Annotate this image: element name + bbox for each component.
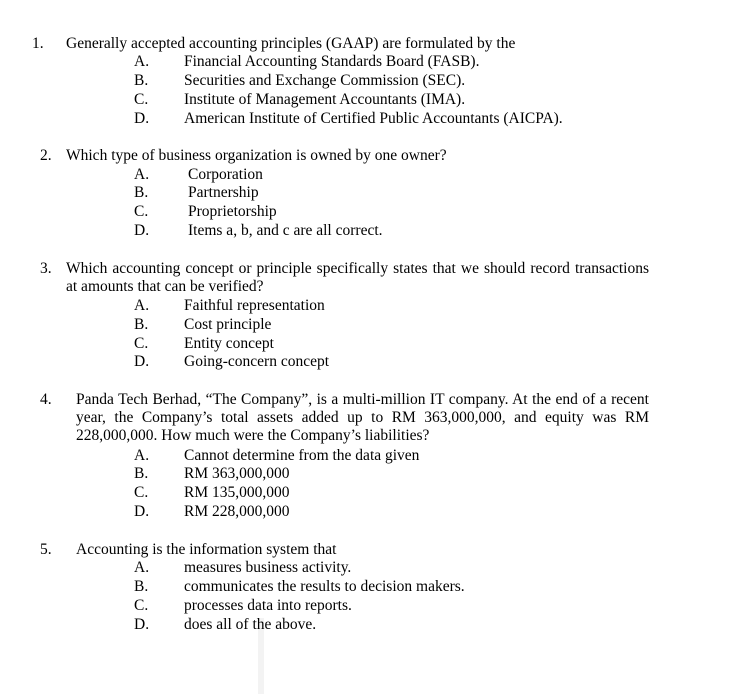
option-letter: D. bbox=[134, 353, 150, 370]
option-text: Securities and Exchange Commission (SEC). bbox=[184, 72, 466, 89]
option-letter: B. bbox=[134, 316, 149, 333]
option-text: Entity concept bbox=[184, 335, 274, 352]
option-letter: A. bbox=[134, 166, 150, 183]
option-letter: B. bbox=[134, 578, 149, 595]
option-text: Going-concern concept bbox=[184, 353, 330, 370]
option-letter: A. bbox=[134, 53, 150, 70]
question-text: Accounting is the information system that bbox=[76, 541, 337, 558]
option-text: does all of the above. bbox=[184, 616, 317, 633]
option-text: measures business activity. bbox=[184, 559, 352, 576]
option-letter: A. bbox=[134, 297, 150, 314]
option-letter: D. bbox=[134, 110, 150, 127]
question-text: Which type of business organization is owned by one owner? bbox=[66, 147, 447, 164]
question-text: Panda Tech Berhad, “The Company”, is a multi-million IT company. At the end of a recent year, the Company’s total assets added up to RM 363,000,000, and equity was RM 228,000,000. How much were the Company’s liabilities? bbox=[76, 391, 649, 444]
option-text: RM 135,000,000 bbox=[184, 484, 290, 501]
option-text: communicates the results to decision makers. bbox=[184, 578, 465, 595]
option-letter: A. bbox=[134, 447, 150, 464]
option-text: Cannot determine from the data given bbox=[184, 447, 420, 464]
option-letter: A. bbox=[134, 559, 150, 576]
question-text: Generally accepted accounting principles (GAAP) are formulated by the bbox=[66, 35, 516, 52]
option-letter: D. bbox=[134, 503, 150, 520]
question-text: Which accounting concept or principle specifically states that we should record transactions at amounts that can be verified? bbox=[66, 260, 649, 295]
option-text: Partnership bbox=[188, 184, 259, 201]
option-letter: B. bbox=[134, 184, 149, 201]
option-text: RM 363,000,000 bbox=[184, 465, 290, 482]
option-letter: D. bbox=[134, 222, 150, 239]
option-text: processes data into reports. bbox=[184, 597, 352, 614]
option-letter: C. bbox=[134, 597, 149, 614]
option-letter: C. bbox=[134, 91, 149, 108]
question-number: 4. bbox=[40, 391, 52, 408]
option-letter: B. bbox=[134, 72, 149, 89]
option-text: American Institute of Certified Public Accountants (AICPA). bbox=[184, 110, 563, 127]
question-number: 3. bbox=[40, 260, 52, 277]
option-letter: D. bbox=[134, 616, 150, 633]
question-number: 2. bbox=[40, 147, 52, 164]
option-letter: B. bbox=[134, 465, 149, 482]
option-letter: C. bbox=[134, 203, 149, 220]
option-text: Financial Accounting Standards Board (FASB). bbox=[184, 53, 480, 70]
option-text: RM 228,000,000 bbox=[184, 503, 290, 520]
question-number: 5. bbox=[40, 541, 52, 558]
option-text: Cost principle bbox=[184, 316, 272, 333]
option-letter: C. bbox=[134, 335, 149, 352]
option-text: Institute of Management Accountants (IMA). bbox=[184, 91, 466, 108]
option-text: Corporation bbox=[188, 166, 263, 183]
option-text: Faithful representation bbox=[184, 297, 325, 314]
option-text: Proprietorship bbox=[188, 203, 277, 220]
question-number: 1. bbox=[32, 35, 44, 52]
option-text: Items a, b, and c are all correct. bbox=[188, 222, 383, 239]
option-letter: C. bbox=[134, 484, 149, 501]
